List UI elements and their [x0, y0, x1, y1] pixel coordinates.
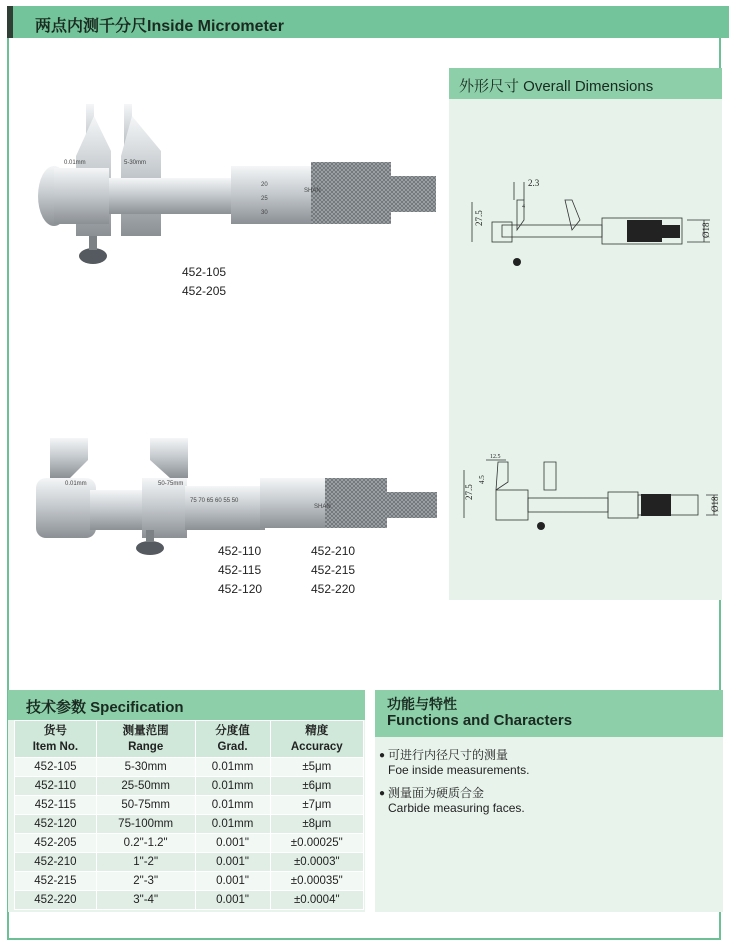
feature-en: Carbide measuring faces.: [388, 801, 525, 815]
cell-accuracy: ±0.0003": [270, 853, 363, 872]
col-header-cn: 精度: [305, 725, 329, 737]
dim-label: Ø18: [701, 222, 711, 238]
item-code: 452-205: [182, 284, 227, 298]
cell-item: 452-115: [15, 796, 97, 815]
col-header-cn: 测量范围: [122, 725, 169, 737]
cell-item: 452-215: [15, 872, 97, 891]
dimensions-header: [449, 68, 722, 99]
cell-range: 75-100mm: [96, 815, 195, 834]
dimensions-title: 外形尺寸 Overall Dimensions: [459, 78, 654, 95]
engraving-range: 50-75mm: [158, 481, 184, 487]
cell-grad: 0.001": [195, 834, 270, 853]
col-header-cn: 分度值: [215, 725, 250, 737]
col-header-en: Item No.: [32, 741, 79, 753]
col-header-grad: [195, 721, 270, 758]
thimble-tick: 30: [261, 210, 268, 216]
engraving-brand: SHAN: [314, 504, 331, 510]
item-code: 452-220: [311, 582, 356, 596]
spec-title: 技术参数 Specification: [26, 699, 184, 716]
cell-accuracy: ±8μm: [270, 815, 363, 834]
functions-title-en: Functions and Characters: [387, 712, 573, 729]
cell-accuracy: ±7μm: [270, 796, 363, 815]
engraving-range: 5-30mm: [124, 160, 147, 166]
spec-table: [14, 720, 364, 910]
cell-grad: 0.001": [195, 891, 270, 910]
cell-item: 452-120: [15, 815, 97, 834]
col-header-en: Range: [128, 741, 164, 753]
header-accent-bar: [7, 6, 13, 38]
cell-grad: 0.01mm: [195, 758, 270, 777]
table-row: [15, 796, 364, 815]
cell-grad: 0.01mm: [195, 777, 270, 796]
dim-label: 4: [522, 204, 525, 210]
col-header-en: Accuracy: [290, 741, 343, 753]
sleeve-scale: 75 70 65 60 55 50: [190, 498, 239, 504]
item-code: 452-210: [311, 544, 356, 558]
dim-label: 12.5: [490, 454, 501, 460]
item-code: 452-115: [218, 563, 262, 577]
bullet-icon: ●: [379, 788, 386, 799]
feature-item: [379, 786, 525, 816]
cell-range: 50-75mm: [96, 796, 195, 815]
cell-grad: 0.001": [195, 872, 270, 891]
cell-range: 5-30mm: [96, 758, 195, 777]
engraving-res: 0.01mm: [64, 160, 86, 166]
table-row: [15, 834, 364, 853]
spec-header: [8, 690, 365, 720]
dim-label: 27.5: [464, 484, 474, 500]
cell-accuracy: ±0.00035": [270, 872, 363, 891]
cell-item: 452-105: [15, 758, 97, 777]
engraving-res: 0.01mm: [65, 481, 87, 487]
item-code: 452-215: [311, 563, 356, 577]
cell-range: 1"-2": [96, 853, 195, 872]
cell-item: 452-110: [15, 777, 97, 796]
spec-table-header-row: [15, 721, 364, 758]
thimble-tick: 20: [261, 182, 268, 188]
cell-accuracy: ±5μm: [270, 758, 363, 777]
table-row: [15, 758, 364, 777]
cell-accuracy: ±0.0004": [270, 891, 363, 910]
dim-label: 2.3: [528, 178, 540, 188]
cell-grad: 0.001": [195, 853, 270, 872]
item-code: 452-120: [218, 582, 263, 596]
page-title: 两点内测千分尺Inside Micrometer: [35, 18, 284, 35]
feature-en: Foe inside measurements.: [388, 763, 530, 777]
cell-range: 25-50mm: [96, 777, 195, 796]
dim-label: Ø18: [710, 496, 720, 512]
cell-accuracy: ±0.00025": [270, 834, 363, 853]
product2-codes-left: [218, 542, 262, 599]
table-row: [15, 872, 364, 891]
functions-header: [375, 690, 723, 737]
bullet-icon: ●: [379, 750, 386, 761]
table-row: [15, 777, 364, 796]
table-row: [15, 815, 364, 834]
col-header-en: Grad.: [217, 741, 248, 753]
feature-cn: 测量面为硬质合金: [388, 786, 485, 800]
feature-cn: 可进行内径尺寸的测量: [388, 748, 509, 762]
cell-range: 2"-3": [96, 872, 195, 891]
product2-codes-right: [311, 542, 355, 599]
dimension-drawing-small: [462, 170, 717, 270]
col-header-item: [15, 721, 97, 758]
cell-grad: 0.01mm: [195, 796, 270, 815]
cell-item: 452-205: [15, 834, 97, 853]
dim-label: 27.5: [474, 210, 484, 226]
cell-item: 452-220: [15, 891, 97, 910]
feature-item: [379, 748, 530, 778]
thimble-tick: 25: [261, 196, 268, 202]
functions-title-cn: 功能与特性: [387, 696, 457, 712]
item-code: 452-105: [182, 265, 227, 279]
cell-range: 3"-4": [96, 891, 195, 910]
cell-accuracy: ±6μm: [270, 777, 363, 796]
micrometer-photo-large: [30, 430, 440, 560]
item-code: 452-110: [218, 544, 262, 558]
cell-item: 452-210: [15, 853, 97, 872]
table-row: [15, 891, 364, 910]
product1-codes: [182, 263, 226, 301]
col-header-range: [96, 721, 195, 758]
engraving-brand: SHAN: [304, 188, 321, 194]
cell-range: 0.2"-1.2": [96, 834, 195, 853]
cell-grad: 0.01mm: [195, 815, 270, 834]
page-header: [7, 6, 729, 38]
table-row: [15, 853, 364, 872]
micrometer-photo-small: [36, 96, 446, 271]
dimension-drawing-large: [456, 450, 721, 545]
col-header-accuracy: [270, 721, 363, 758]
dim-label: 4.5: [478, 475, 486, 484]
col-header-cn: 货号: [43, 725, 67, 737]
